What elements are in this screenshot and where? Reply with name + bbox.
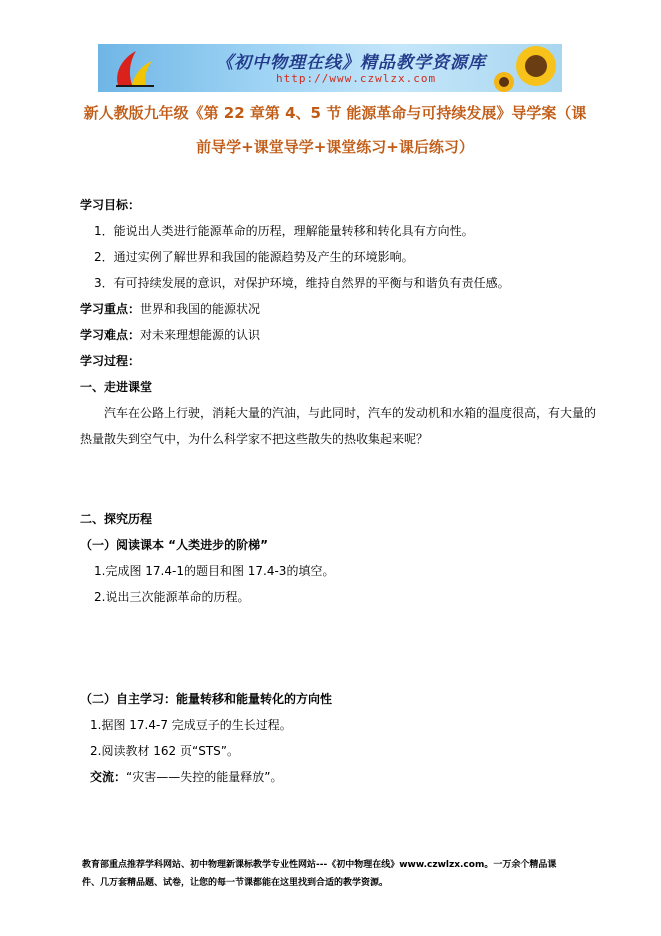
page-footer: [82, 856, 582, 892]
sunflower-icon: [492, 44, 562, 92]
site-logo-icon: [112, 47, 158, 89]
objectives-heading: 学习目标：: [80, 198, 141, 212]
difficulty-text: 对未来理想能源的认识: [140, 328, 261, 342]
banner-title: 《初中物理在线》精品教学资源库: [216, 53, 486, 73]
section1-heading: 一、走进课堂: [80, 380, 153, 394]
sub1-item: 1.完成图 17.4-1的题目和图 17.4-3的填空。: [94, 564, 335, 578]
objective-item: 2．通过实例了解世界和我国的能源趋势及产生的环境影响。: [94, 250, 414, 264]
key-point-row: [80, 300, 260, 317]
exchange-label: 交流：: [90, 770, 127, 784]
difficulty-label: 学习难点：: [80, 328, 141, 342]
exchange-row: [90, 768, 282, 785]
sub2-item: 2.阅读教材 162 页“STS”。: [90, 744, 239, 758]
sub1-item: 2.说出三次能源革命的历程。: [94, 590, 250, 604]
sub1-heading: （一）阅读课本 “人类进步的阶梯”: [80, 538, 268, 552]
section1-paragraph-line1: 汽车在公路上行驶，消耗大量的汽油，与此同时，汽车的发动机和水箱的温度很高，有大量的: [104, 406, 597, 420]
objective-item: 3．有可持续发展的意识，对保护环境，维持自然界的平衡与和谐负有责任感。: [94, 276, 510, 290]
footer-line1: 教育部重点推荐学科网站、初中物理新课标教学专业性网站---《初中物理在线》www.czwlzx.com。一万余个精品课: [82, 860, 557, 870]
footer-line2: 件、几万套精品题、试卷，让您的每一节课都能在这里找到合适的教学资源。: [82, 878, 389, 888]
difficulty-row: [80, 326, 260, 343]
key-point-text: 世界和我国的能源状况: [140, 302, 261, 316]
banner-url: http://www.czwlzx.com: [276, 72, 437, 85]
process-heading: 学习过程：: [80, 354, 141, 368]
sub2-item: 1.据图 17.4-7 完成豆子的生长过程。: [90, 718, 292, 732]
objective-item: 1．能说出人类进行能源革命的历程，理解能量转移和转化具有方向性。: [94, 224, 474, 238]
exchange-text: “灾害——失控的能量释放”。: [126, 770, 283, 784]
sub2-heading: （二）自主学习：能量转移和能量转化的方向性: [80, 692, 333, 706]
section1-paragraph-line2: 热量散失到空气中，为什么科学家不把这些散失的热收集起来呢？: [80, 432, 429, 446]
header-banner: [98, 44, 562, 92]
doc-title-line1: 新人教版九年级《第 22 章第 4、5 节 能源革命与可持续发展》导学案（课: [83, 104, 587, 122]
doc-title-line2: 前导学+课堂导学+课堂练习+课后练习）: [196, 138, 474, 156]
key-point-label: 学习重点：: [80, 302, 141, 316]
section2-heading: 二、探究历程: [80, 512, 153, 526]
